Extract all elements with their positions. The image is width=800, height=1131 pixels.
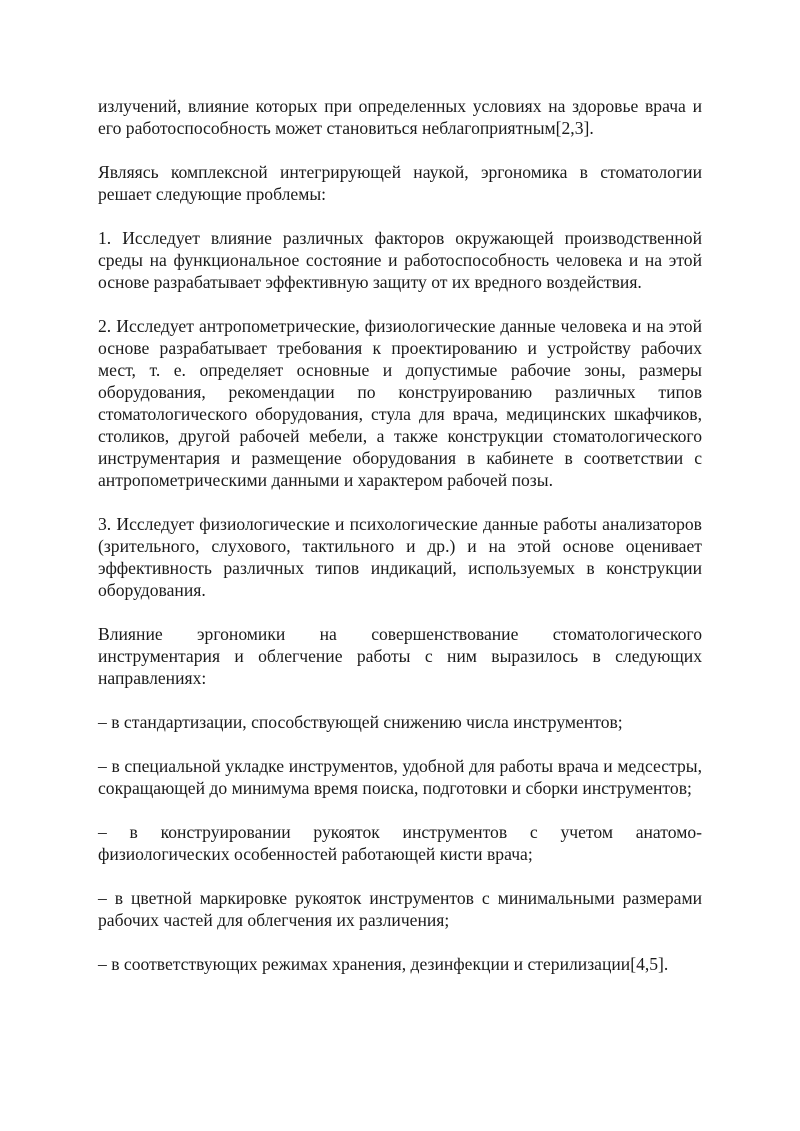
list-item-handle-design: – в конструировании рукояток инструментов с учетом анатомо-физиологических особенностей работающей кисти врача; — [98, 822, 702, 864]
paragraph-ergonomics-intro: Являясь комплексной интегрирующей наукой, эргономика в стоматологии решает следующие проблемы: — [98, 162, 702, 204]
document-page — [98, 95, 702, 975]
list-item-storage-sterilization: – в соответствующих режимах хранения, дезинфекции и стерилизации[4,5]. — [98, 954, 669, 974]
paragraph-item-1: 1. Исследует влияние различных факторов окружающей производственной среды на функциональное состояние и работоспособность человека и на этой основе разрабатывает эффективную защиту от их вредного воздействия. — [98, 228, 702, 292]
list-item-instrument-layout: – в специальной укладке инструментов, удобной для работы врача и медсестры, сокращающей до минимума время поиска, подготовки и сборки инструментов; — [98, 756, 702, 798]
paragraph-item-3: 3. Исследует физиологические и психологические данные работы анализаторов (зрительного, слухового, тактильного и др.) и на этой основе оценивает эффективность различных типов индикаций, используемых в конструкции оборудования. — [98, 514, 702, 600]
list-item-standardization: – в стандартизации, способствующей снижению числа инструментов; — [98, 712, 623, 732]
paragraph-radiation-continuation: излучений, влияние которых при определенных условиях на здоровье врача и его работоспособность может становиться неблагоприятным[2,3]. — [98, 96, 702, 138]
paragraph-item-2: 2. Исследует антропометрические, физиологические данные человека и на этой основе разрабатывает требования к проектированию и устройству рабочих мест, т. е. определяет основные и допустимые рабочие зоны, размеры оборудования, рекомендации по конструированию различных типов стоматологического оборудования, стула для врача, медицинских шкафчиков, столиков, другой рабочей мебели, а также конструкции стоматологического инструментария и размещение оборудования в кабинете в соответствии с антропометрическими данными и характером рабочей позы. — [98, 316, 702, 490]
paragraph-influence-intro: Влияние эргономики на совершенствование стоматологического инструментария и облегчение работы с ним выразилось в следующих направлениях: — [98, 624, 702, 688]
list-item-color-marking: – в цветной маркировке рукояток инструментов с минимальными размерами рабочих частей для облегчения их различения; — [98, 888, 702, 930]
